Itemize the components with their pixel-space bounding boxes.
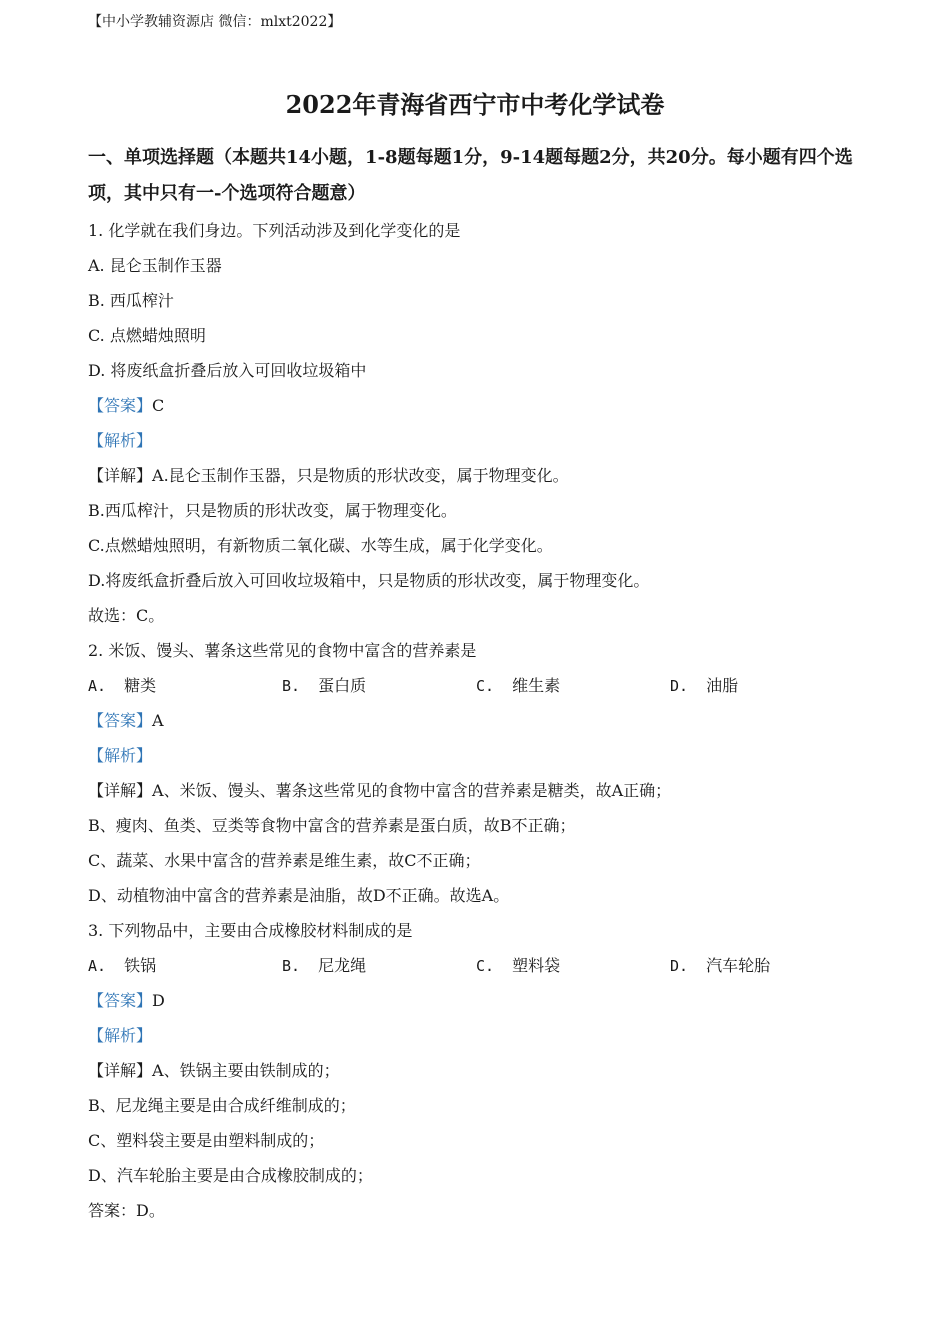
detail-line: B、尼龙绳主要是由合成纤维制成的； bbox=[88, 1096, 356, 1115]
options-row bbox=[88, 951, 878, 986]
option-d: D. 油脂 bbox=[670, 676, 739, 695]
conclusion-line: 故选：C。 bbox=[88, 606, 165, 625]
detail-tag: 【详解】 bbox=[88, 781, 153, 800]
detail-line bbox=[88, 776, 878, 811]
detail-line: D.将废纸盒折叠后放入可回收垃圾箱中，只是物质的形状改变，属于物理变化。 bbox=[88, 571, 650, 590]
section-heading: 一、单项选择题（本题共14小题，1-8题每题1分，9-14题每题2分，共20分。每小题有四个选项，其中只有一-个选项符合题意） bbox=[88, 147, 853, 204]
analysis-tag: 【解析】 bbox=[88, 431, 153, 450]
detail-line: C.点燃蜡烛照明，有新物质二氧化碳、水等生成，属于化学变化。 bbox=[88, 536, 553, 555]
question-1 bbox=[88, 216, 878, 636]
detail-text: A、铁锅主要由铁制成的； bbox=[152, 1061, 340, 1080]
analysis-tag: 【解析】 bbox=[88, 746, 153, 765]
detail-line: D、汽车轮胎主要是由合成橡胶制成的； bbox=[88, 1166, 373, 1185]
answer-tag: 【答案】 bbox=[88, 991, 153, 1010]
answer-tag: 【答案】 bbox=[88, 396, 153, 415]
analysis-line bbox=[88, 741, 878, 776]
question-3 bbox=[88, 916, 878, 1231]
detail-line bbox=[88, 1056, 878, 1091]
question-2 bbox=[88, 636, 878, 916]
option-c: C. 维生素 bbox=[476, 676, 561, 695]
option-c: C. 塑料袋 bbox=[476, 956, 561, 975]
option-a: A. 昆仑玉制作玉器 bbox=[88, 256, 222, 275]
detail-text: A.昆仑玉制作玉器，只是物质的形状改变，属于物理变化。 bbox=[152, 466, 569, 485]
option-d: D. 将废纸盒折叠后放入可回收垃圾箱中 bbox=[88, 361, 367, 380]
option-b: B. 蛋白质 bbox=[282, 676, 367, 695]
question-stem: 2. 米饭、馒头、薯条这些常见的食物中富含的营养素是 bbox=[88, 641, 477, 660]
question-stem: 1. 化学就在我们身边。下列活动涉及到化学变化的是 bbox=[88, 221, 461, 240]
answer-tag: 【答案】 bbox=[88, 711, 153, 730]
option-b: B. 尼龙绳 bbox=[282, 956, 367, 975]
answer-line bbox=[88, 986, 878, 1021]
option-c: C. 点燃蜡烛照明 bbox=[88, 326, 206, 345]
detail-line: C、蔬菜、水果中富含的营养素是维生素，故C不正确； bbox=[88, 851, 481, 870]
detail-line: B、瘦肉、鱼类、豆类等食物中富含的营养素是蛋白质，故B不正确； bbox=[88, 816, 576, 835]
answer-line bbox=[88, 391, 878, 426]
question-stem: 3. 下列物品中，主要由合成橡胶材料制成的是 bbox=[88, 921, 413, 940]
option-a: A. 糖类 bbox=[88, 676, 157, 695]
detail-text: A、米饭、馒头、薯条这些常见的食物中富含的营养素是糖类，故A正确； bbox=[152, 781, 672, 800]
answer-line bbox=[88, 706, 878, 741]
answer-value: D bbox=[152, 991, 165, 1010]
option-a: A. 铁锅 bbox=[88, 956, 157, 975]
analysis-tag: 【解析】 bbox=[88, 1026, 153, 1045]
conclusion-line: 答案：D。 bbox=[88, 1201, 165, 1220]
detail-line: D、动植物油中富含的营养素是油脂，故D不正确。故选A。 bbox=[88, 886, 510, 905]
answer-value: A bbox=[152, 711, 164, 730]
answer-value: C bbox=[152, 396, 165, 415]
detail-tag: 【详解】 bbox=[88, 466, 153, 485]
option-b: B. 西瓜榨汁 bbox=[88, 291, 174, 310]
analysis-line bbox=[88, 1021, 878, 1056]
detail-tag: 【详解】 bbox=[88, 1061, 153, 1080]
header-note: 【中小学教辅资源店 微信：mlxt2022】 bbox=[88, 14, 342, 30]
question-list bbox=[88, 216, 878, 1231]
detail-line: C、塑料袋主要是由塑料制成的； bbox=[88, 1131, 325, 1150]
option-d: D. 汽车轮胎 bbox=[670, 956, 771, 975]
page-title: 2022年青海省西宁市中考化学试卷 bbox=[285, 90, 665, 119]
detail-line: B.西瓜榨汁，只是物质的形状改变，属于物理变化。 bbox=[88, 501, 457, 520]
options-row bbox=[88, 671, 878, 706]
analysis-line bbox=[88, 426, 878, 461]
detail-line bbox=[88, 461, 878, 496]
